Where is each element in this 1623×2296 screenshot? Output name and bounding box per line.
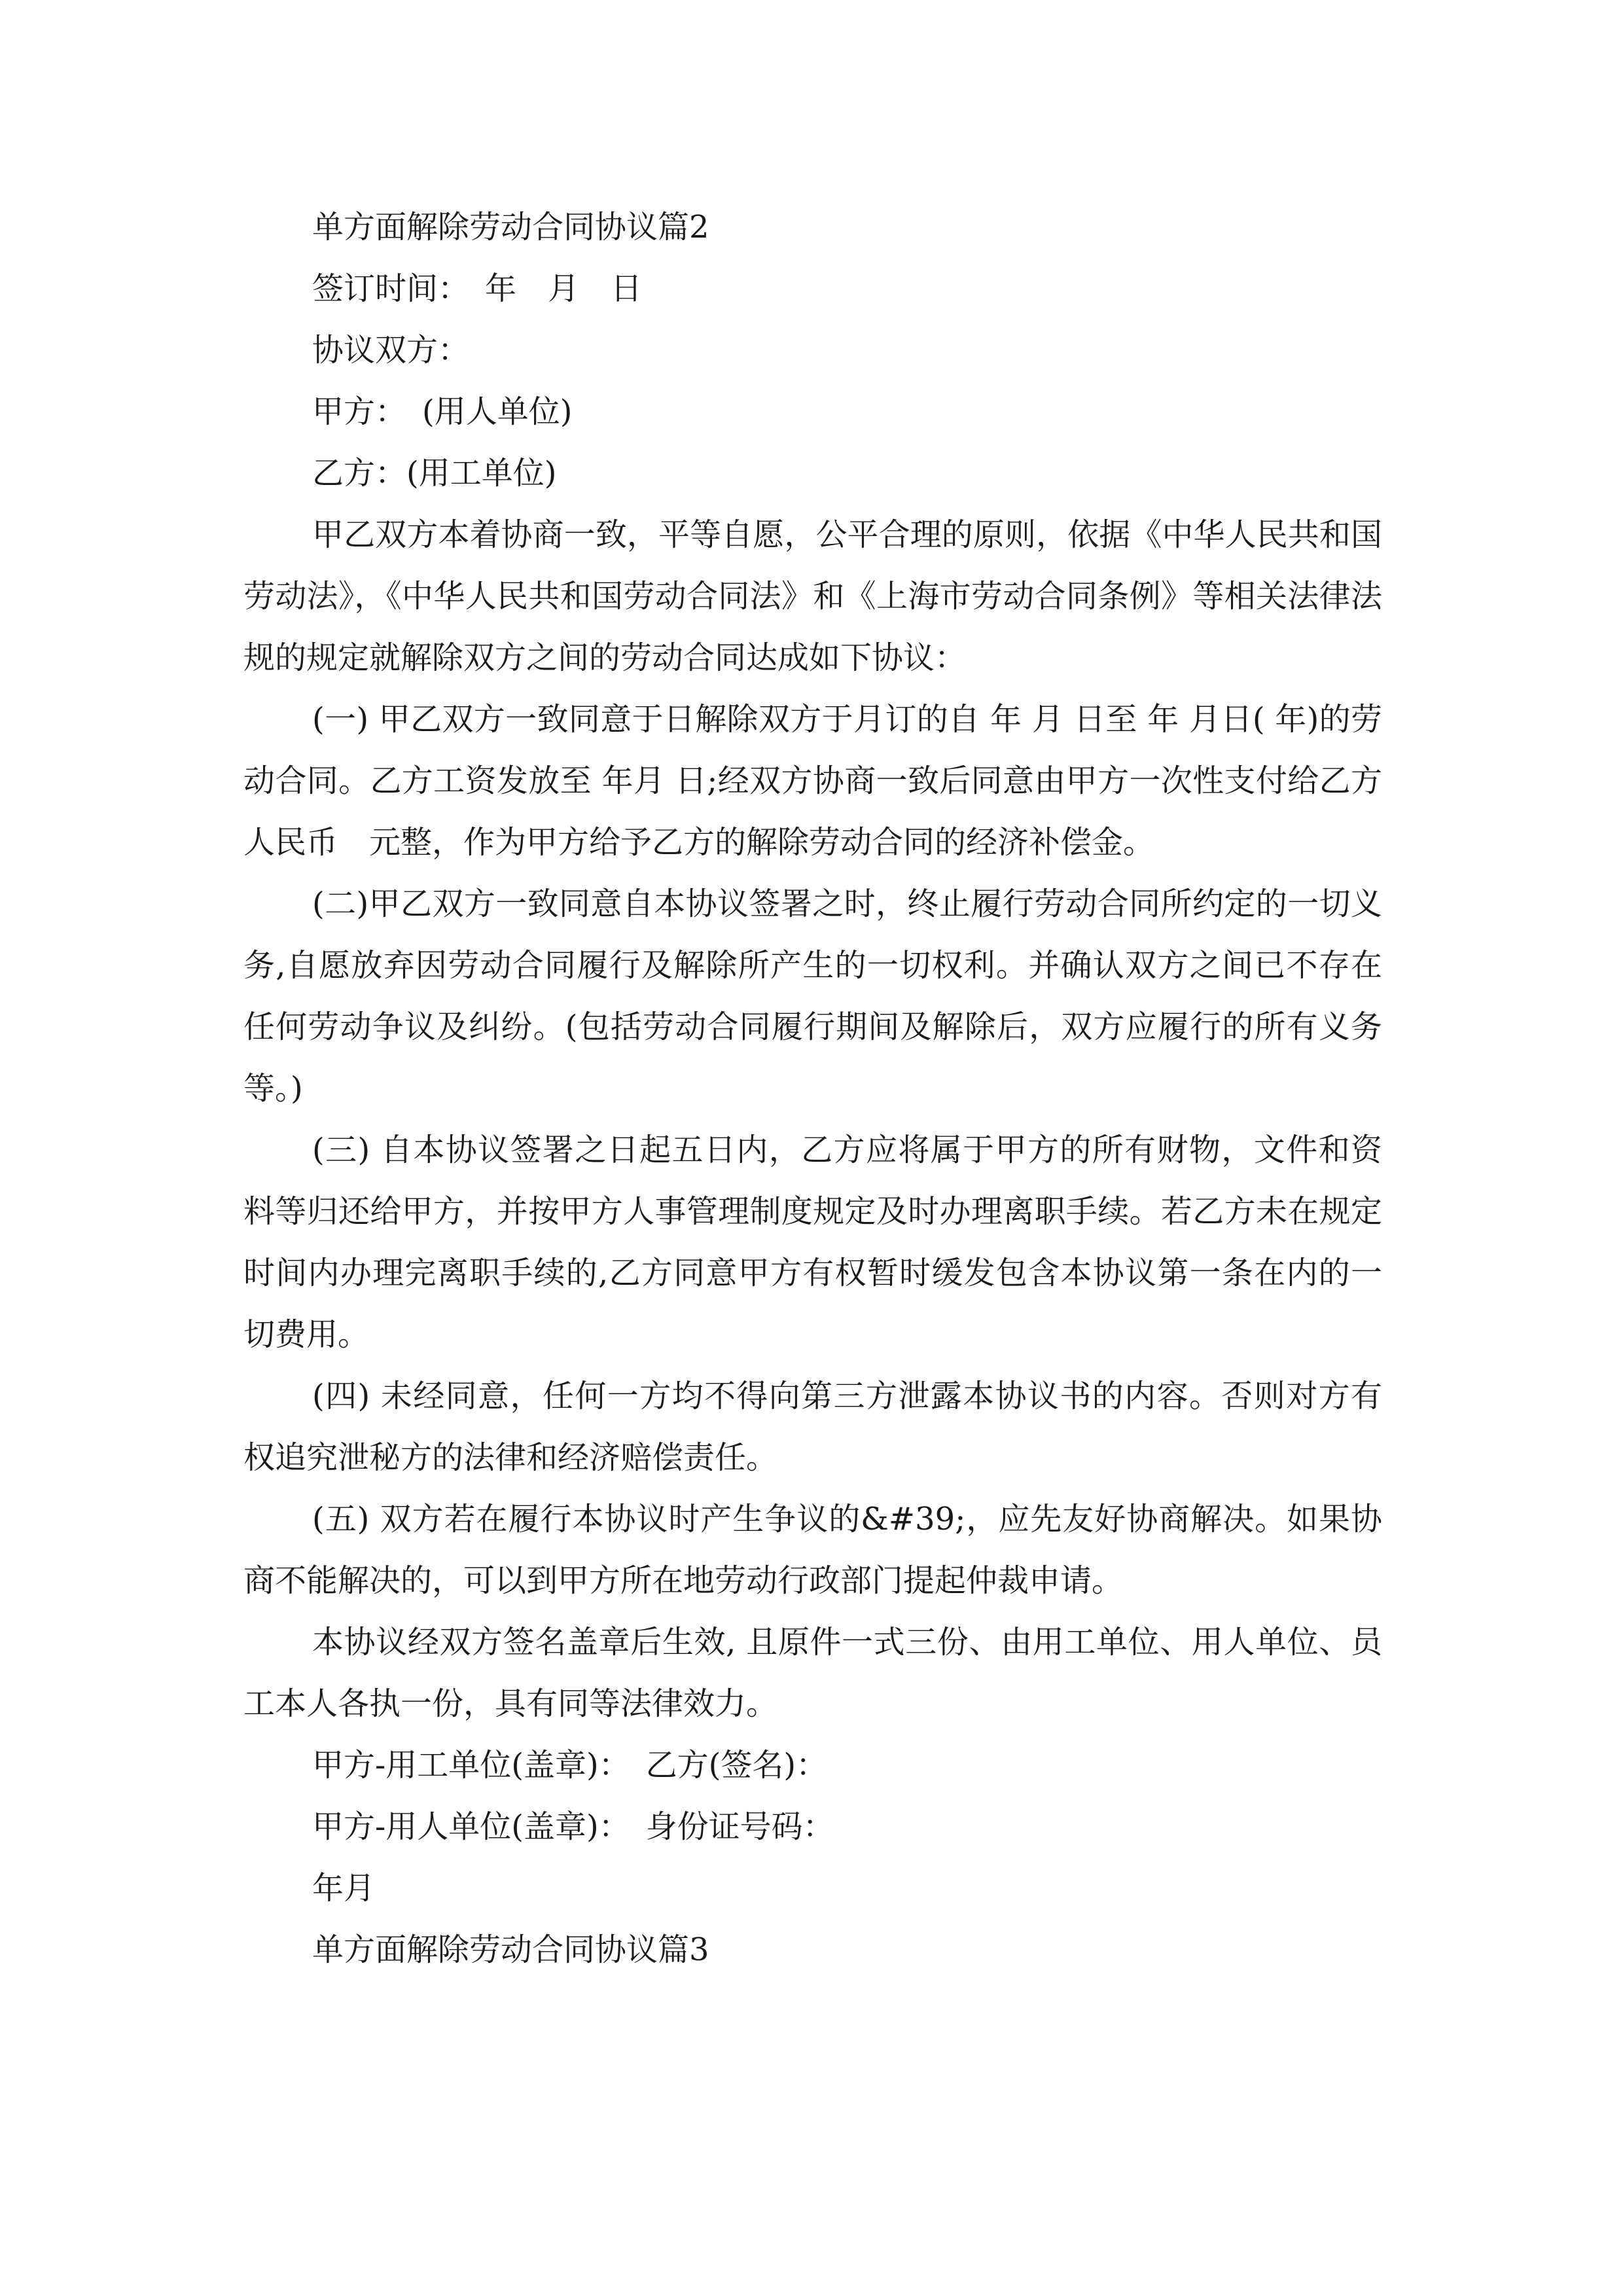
sign-time-line: 签订时间： 年 月 日	[312, 270, 643, 307]
effect-paragraph: 本协议经双方签名盖章后生效, 且原件一式三份、由用工单位、用人单位、员工本人各执一份，具有同等法律效力。	[243, 1624, 1382, 1722]
party-b-line: 乙方：(用工单位)	[312, 455, 557, 492]
signature-line-2: 甲方-用人单位(盖章)： 身份证号码：	[312, 1808, 834, 1845]
section-heading-3: 单方面解除劳动合同协议篇3	[312, 1931, 709, 1968]
date-line: 年月	[312, 1870, 376, 1907]
clause-2-paragraph: (二)甲乙双方一致同意自本协议签署之时，终止履行劳动合同所约定的一切义务,自愿放弃因劳动合同履行及解除所产生的一切权利。并确认双方之间已不存在任何劳动争议及纠纷。(包括劳动合同履行期间及解除后，双方应履行的所有义务等。)	[243, 886, 1382, 1107]
party-a-line: 甲方： (用人单位)	[312, 393, 573, 430]
section-heading-2: 单方面解除劳动合同协议篇2	[312, 209, 709, 245]
parties-label: 协议双方：	[312, 332, 470, 368]
document-body	[243, 196, 1382, 1981]
signature-line-1: 甲方-用工单位(盖章)： 乙方(签名)：	[312, 1747, 828, 1784]
clause-1-paragraph: (一) 甲乙双方一致同意于日解除双方于月订的自 年 月 日至 年 月日( 年)的劳动合同。乙方工资发放至 年月 日;经双方协商一致后同意由甲方一次性支付给乙方人民币 元整，作为甲方给予乙方的解除劳动合同的经济补偿金。	[243, 701, 1382, 861]
intro-paragraph: 甲乙双方本着协商一致，平等自愿，公平合理的原则，依据《中华人民共和国劳动法》，《中华人民共和国劳动合同法》和《上海市劳动合同条例》等相关法律法规的规定就解除双方之间的劳动合同达成如下协议：	[243, 516, 1382, 676]
clause-3-paragraph: (三) 自本协议签署之日起五日内，乙方应将属于甲方的所有财物，文件和资料等归还给甲方，并按甲方人事管理制度规定及时办理离职手续。若乙方未在规定时间内办理完离职手续的,乙方同意甲方有权暂时缓发包含本协议第一条在内的一切费用。	[243, 1132, 1382, 1353]
clause-4-paragraph: (四) 未经同意，任何一方均不得向第三方泄露本协议书的内容。否则对方有权追究泄秘方的法律和经济赔偿责任。	[243, 1378, 1382, 1476]
clause-5-paragraph: (五) 双方若在履行本协议时产生争议的&#39;，应先友好协商解决。如果协商不能解决的，可以到甲方所在地劳动行政部门提起仲裁申请。	[243, 1501, 1382, 1599]
